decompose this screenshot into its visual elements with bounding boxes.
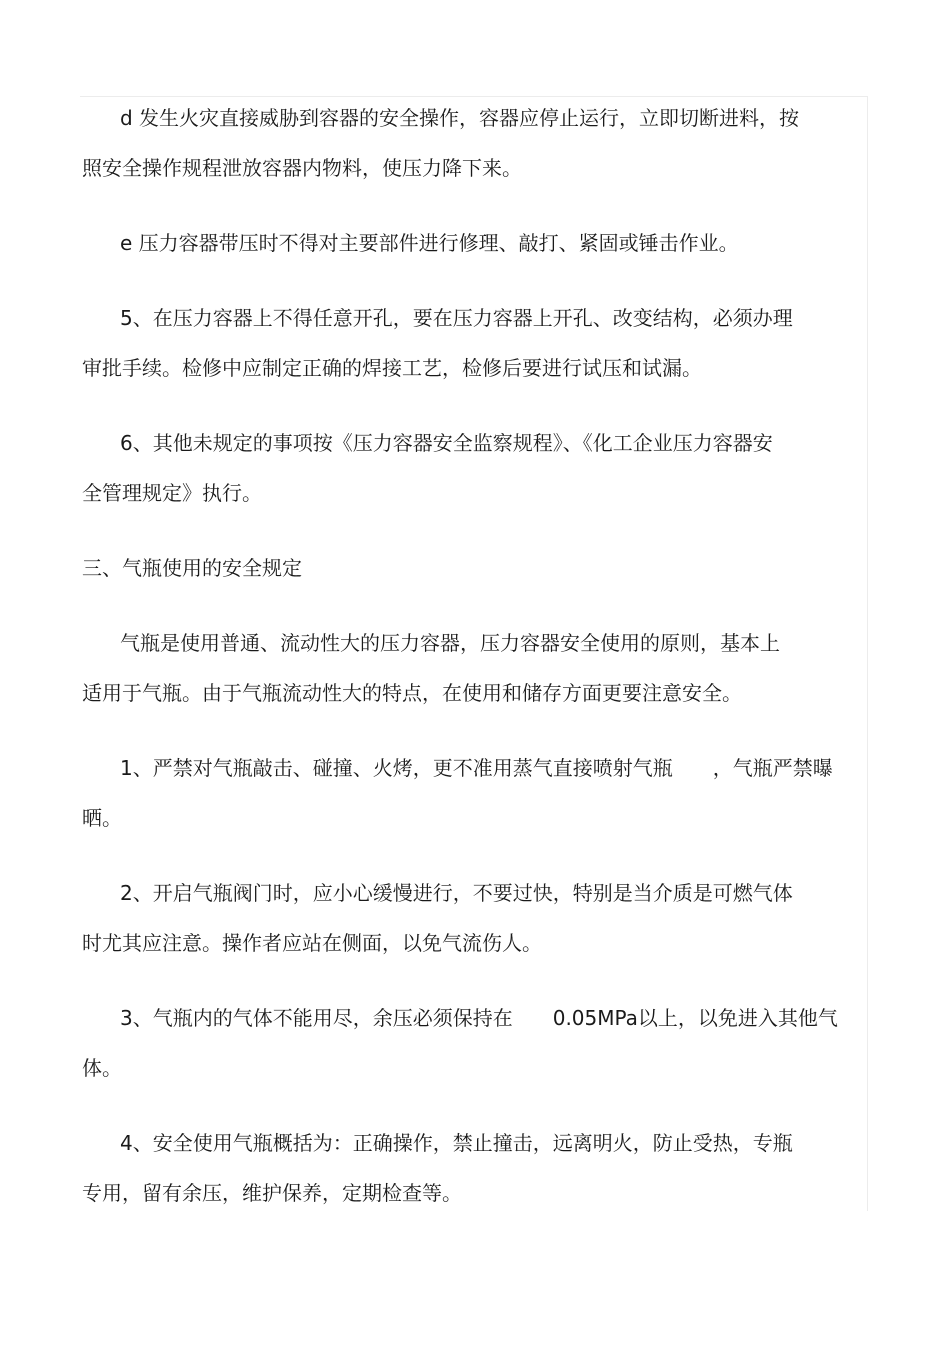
rule-4-line-2: 专用，留有余压，维护保养，定期检查等。 [82, 1181, 462, 1205]
rule-4-line-1: 4、安全使用气瓶概括为：正确操作，禁止撞击，远离明火，防止受热，专瓶 [120, 1131, 793, 1155]
rule-2-line-1: 2、开启气瓶阀门时，应小心缓慢进行，不要过快，特别是当介质是可燃气体 [120, 881, 793, 905]
paragraph-5-line-2: 审批手续。检修中应制定正确的焊接工艺，检修后要进行试压和试漏。 [82, 356, 702, 380]
rule-2-line-2: 时尤其应注意。操作者应站在侧面，以免气流伤人。 [82, 931, 542, 955]
paragraph-5-line-1: 5、在压力容器上不得任意开孔，要在压力容器上开孔、改变结构，必须办理 [120, 306, 793, 330]
intro-line-2: 适用于气瓶。由于气瓶流动性大的特点，在使用和储存方面更要注意安全。 [82, 681, 742, 705]
rule-3-line-1: 3、气瓶内的气体不能用尽，余压必须保持在 0.05MPa以上，以免进入其他气 [120, 1006, 838, 1030]
paragraph-e-line-1: e 压力容器带压时不得对主要部件进行修理、敲打、紧固或锤击作业。 [120, 231, 739, 255]
section-heading: 三、气瓶使用的安全规定 [82, 556, 302, 580]
rule-3-line-2: 体。 [82, 1056, 122, 1080]
paragraph-6-line-2: 全管理规定》执行。 [82, 481, 262, 505]
paragraph-d-line-2: 照安全操作规程泄放容器内物料，使压力降下来。 [82, 156, 522, 180]
rule-1-line-1: 1、严禁对气瓶敲击、碰撞、火烤，更不准用蒸气直接喷射气瓶 ，气瓶严禁曝 [120, 756, 833, 780]
rule-1-line-2: 晒。 [82, 806, 122, 830]
intro-line-1: 气瓶是使用普通、流动性大的压力容器，压力容器安全使用的原则，基本上 [120, 631, 780, 655]
paragraph-6-line-1: 6、其他未规定的事项按《压力容器安全监察规程》、《化工企业压力容器安 [120, 431, 773, 455]
paragraph-d-line-1: d 发生火灾直接威胁到容器的安全操作，容器应停止运行，立即切断进料，按 [120, 106, 800, 130]
